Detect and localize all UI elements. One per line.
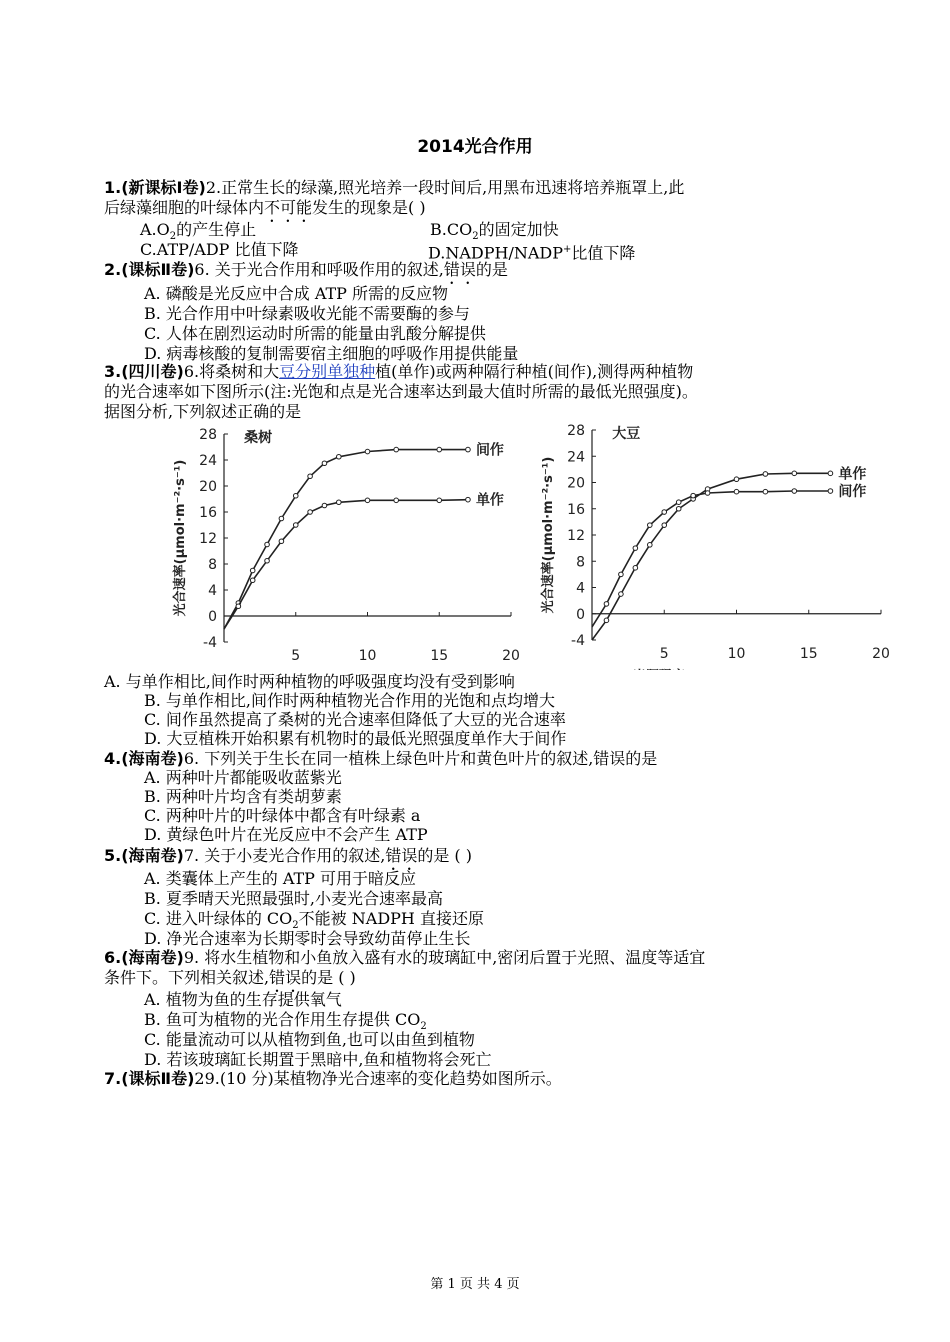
data-point [691,493,696,498]
x-tick-label: 15 [799,646,818,662]
page-footer: 第 1 页 共 4 页 [430,1277,520,1292]
data-point [394,447,399,452]
option-d: D.NADPH/NADP+比值下降 [428,243,636,263]
question-7-stem: 7.(课标Ⅱ卷)29.(10 分)某植物净光合速率的变化趋势如图所示。 [104,1069,562,1088]
x-axis-label [633,668,824,670]
y-tick-label: -4 [571,633,585,649]
x-tick-label: 20 [502,648,520,664]
data-point [676,500,681,505]
data-point [365,449,370,454]
data-point [662,523,667,528]
data-point [734,477,739,482]
data-point [437,498,442,503]
data-point [633,546,638,551]
y-tick-label: 20 [199,479,217,495]
data-point [763,489,768,494]
question-6-stem: 6.(海南卷)9. 将水生植物和小鱼放入盛有水的玻璃缸中,密闭后置于光照、温度等适宜 [104,948,706,967]
data-point [676,506,681,511]
y-tick-label: 4 [576,580,585,597]
option-d: D. 大豆植株开始积累有机物时的最低光照强度单作大于间作 [144,729,567,748]
data-point [792,489,797,494]
y-tick-label: 24 [567,449,585,466]
option-c: C.ATP/ADP 比值下降 [140,240,299,259]
option-a: A. 类囊体上产生的 ATP 可用于暗反应 [144,869,417,888]
option-d: D. 黄绿色叶片在光反应中不会产生 ATP [144,825,428,844]
chart-title: 桑树 [244,430,273,446]
y-tick-label: 28 [567,423,585,439]
x-tick-label: 5 [291,648,301,664]
option-c: C. 进入叶绿体的 $CO_2$不能被 NADPH 直接还原 [144,909,484,932]
option-b: B. 鱼可为植物的光合作用生存提供 $CO_2$ [144,1010,427,1033]
data-point [705,491,710,496]
option-d: D. 若该玻璃缸长期置于黑暗中,鱼和植物将会死亡 [144,1050,492,1069]
series-line [592,473,830,640]
y-tick-label: 16 [567,501,585,518]
y-tick-label: 8 [576,554,585,571]
data-point [337,454,342,459]
data-point [250,568,255,573]
y-tick-label: 28 [199,427,217,443]
option-a: A. 磷酸是光反应中合成 ATP 所需的反应物 [144,284,449,303]
chart-title: 大豆 [612,426,641,442]
y-tick-label: 20 [567,475,585,492]
data-point [604,618,609,623]
data-point [265,558,270,563]
y-axis-label: 光合速率(μmol·m⁻²·s⁻¹) [541,456,556,614]
option-a: A. 与单作相比,间作时两种植物的呼吸强度均没有受到影响 [104,672,515,691]
option-b: B. 光合作用中叶绿素吸收光能不需要酶的参与 [144,304,470,323]
page-title: 2014光合作用 [417,137,533,157]
y-tick-label: 8 [208,557,217,573]
option-a: A. 植物为鱼的生存提供氧气 [144,990,342,1009]
data-point [394,498,399,503]
chart-soybean [538,418,900,670]
y-tick-label: 12 [567,528,585,544]
data-point [293,523,298,528]
data-point [365,498,370,503]
data-point [604,602,609,607]
data-point [633,566,638,571]
data-point [337,500,342,505]
data-point [648,523,653,528]
question-5-stem: 5.(海南卷)7. 关于小麦光合作用的叙述,错误的是 ( ) [104,846,472,865]
y-tick-label: 4 [208,583,217,599]
option-a: $A.O_2$的产生停止 [140,220,257,243]
data-point [466,447,471,452]
y-tick-label: 16 [199,505,217,521]
data-point [322,461,327,466]
question-1-stem: 1.(新课标Ⅰ卷)2.正常生长的绿藻,照光培养一段时间后,用黑布迅速将培养瓶罩上,此 [104,178,685,197]
data-point [648,543,653,548]
question-6-stem-line2: 条件下。下列相关叙述,错误的是 ( ) [104,968,356,987]
data-point [437,447,442,452]
option-d: D. 病毒核酸的复制需要宿主细胞的呼吸作用提供能量 [144,344,519,363]
option-b: B. 夏季晴天光照最强时,小麦光合速率最高 [144,889,444,908]
data-point [322,503,327,508]
data-point [265,542,270,547]
data-point [308,510,313,515]
option-c: C. 人体在剧烈运动时所需的能量由乳酸分解提供 [144,324,486,343]
chart-mulberry [170,422,530,670]
x-tick-label: 10 [727,646,746,662]
option-c: C. 能量流动可以从植物到鱼,也可以由鱼到植物 [144,1030,475,1049]
data-point [279,516,284,521]
series-label: 间作 [838,484,867,501]
option-b: $B.CO_2$的固定加快 [430,220,559,243]
series-line [224,450,468,629]
data-point [619,572,624,577]
y-tick-label: -4 [203,635,217,651]
data-point [236,604,241,609]
question-3-stem-line3: 据图分析,下列叙述正确的是 [104,402,302,421]
data-point [466,497,471,502]
x-tick-label: 15 [430,648,449,664]
y-tick-label: 0 [208,609,217,625]
data-point [828,489,833,494]
option-a: A. 两种叶片都能吸收蓝紫光 [144,768,342,787]
series-line [592,491,830,627]
question-3-stem-line2: 的光合速率如下图所示(注:光饱和点是光合速率达到最大值时所需的最低光照强度)。 [104,382,698,401]
question-4-stem: 4.(海南卷)6. 下列关于生长在同一植株上绿色叶片和黄色叶片的叙述,错误的是 [104,749,658,768]
data-point [250,578,255,583]
option-b: B. 两种叶片均含有类胡萝素 [144,787,342,806]
option-b: B. 与单作相比,间作时两种植物光合作用的光饱和点均增大 [144,691,556,710]
option-d: D. 净光合速率为长期零时会导致幼苗停止生长 [144,929,471,948]
y-tick-label: 24 [199,453,217,469]
option-c: C. 两种叶片的叶绿体中都含有叶绿素 a [144,806,421,825]
series-label: 单作 [475,492,504,509]
data-point [662,510,667,515]
question-1-stem-line2: 后绿藻细胞的叶绿体内不可能发生的现象是( ) [104,198,426,217]
hyperlink[interactable]: 豆分别单独种 [279,362,376,381]
data-point [308,474,313,479]
y-axis-label: 光合速率(μmol·m⁻²·s⁻¹) [173,459,188,617]
data-point [734,489,739,494]
data-point [619,592,624,597]
series-line [224,500,468,629]
y-tick-label: 0 [576,606,585,623]
data-point [293,493,298,498]
y-tick-label: 12 [199,531,217,547]
option-c: C. 间作虽然提高了桑树的光合速率但降低了大豆的光合速率 [144,710,566,729]
data-point [279,539,284,544]
series-label: 单作 [838,466,867,483]
x-tick-label: 20 [872,646,890,662]
question-3-stem: 3.(四川卷)6.将桑树和大豆分别单独种植(单作)或两种隔行种植(间作),测得两种植物 [104,362,694,381]
data-point [792,471,797,476]
question-2-stem: 2.(课标Ⅱ卷)6. 关于光合作用和呼吸作用的叙述,错误的是 [104,260,508,279]
x-tick-label: 5 [659,646,669,662]
series-label: 间作 [475,442,504,459]
data-point [828,471,833,476]
x-tick-label: 10 [358,648,377,664]
data-point [763,472,768,477]
